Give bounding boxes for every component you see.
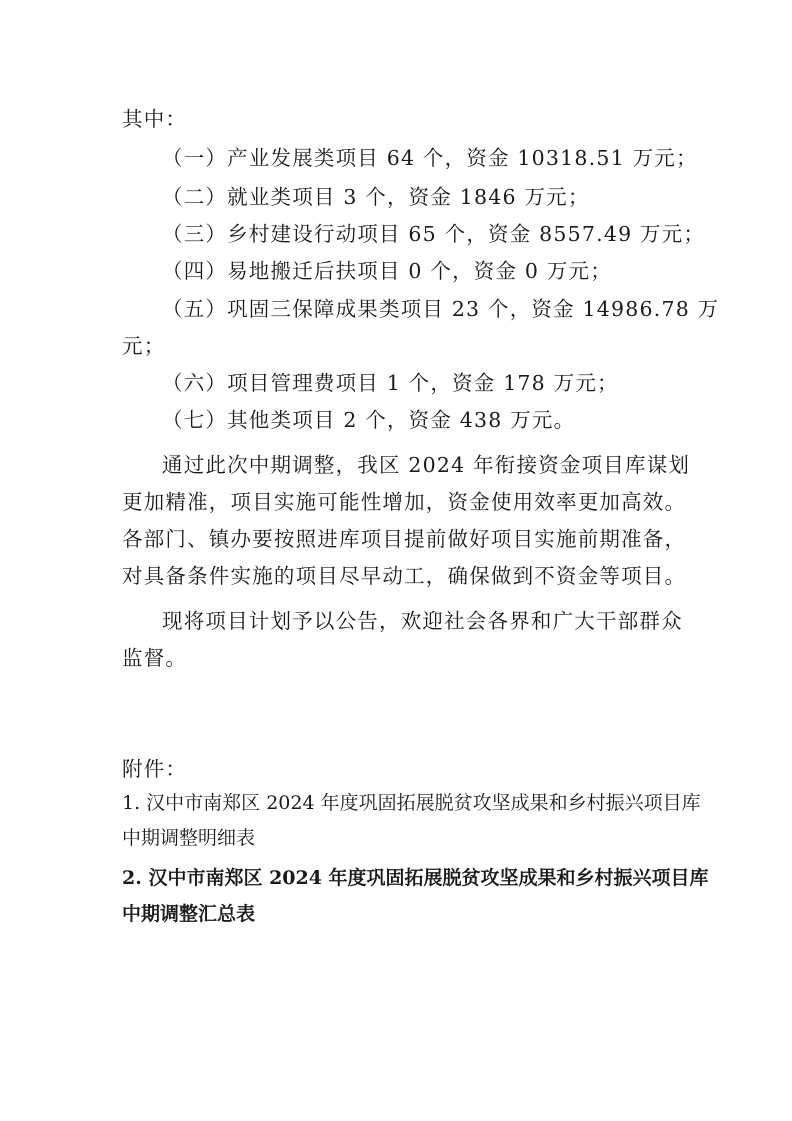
- paragraph1-line3: 各部门、镇办要按照进库项目提前做好项目实施前期准备，: [122, 527, 687, 551]
- item-1: （一）产业发展类项目 64 个，资金 10318.51 万元；: [162, 146, 698, 170]
- paragraph1-line1: 通过此次中期调整，我区 2024 年衔接资金项目库谋划: [162, 453, 691, 477]
- attachment-2-line2[interactable]: 中期调整汇总表: [122, 903, 256, 925]
- paragraph1-line2: 更加精准，项目实施可能性增加，资金使用效率更加高效。: [122, 490, 687, 514]
- item-7: （七）其他类项目 2 个，资金 438 万元。: [162, 408, 576, 432]
- item-3: （三）乡村建设行动项目 65 个，资金 8557.49 万元；: [162, 222, 706, 246]
- paragraph2-line1: 现将项目计划予以公告，欢迎社会各界和广大干部群众: [162, 609, 683, 633]
- item-2: （二）就业类项目 3 个，资金 1846 万元；: [162, 185, 590, 209]
- paragraph1-line4: 对具备条件实施的项目尽早动工，确保做到不资金等项目。: [122, 564, 687, 588]
- attachment-2-line1[interactable]: 2. 汉中市南郑区 2024 年度巩固拓展脱贫攻坚成果和乡村振兴项目库: [122, 867, 709, 889]
- paragraph2-line2: 监督。: [122, 646, 188, 670]
- item-5-continuation: 元；: [122, 334, 166, 358]
- attachment-1-line1[interactable]: 1. 汉中市南郑区 2024 年度巩固拓展脱贫攻坚成果和乡村振兴项目库: [122, 792, 701, 814]
- attachment-1-line2[interactable]: 中期调整明细表: [122, 827, 256, 849]
- attachments-label: 附件：: [122, 757, 188, 781]
- intro-label: 其中：: [122, 107, 188, 131]
- item-4: （四）易地搬迁后扶项目 0 个，资金 0 万元；: [162, 259, 612, 283]
- item-6: （六）项目管理费项目 1 个，资金 178 万元；: [162, 371, 619, 395]
- item-5: （五）巩固三保障成果类项目 23 个，资金 14986.78 万: [162, 297, 720, 321]
